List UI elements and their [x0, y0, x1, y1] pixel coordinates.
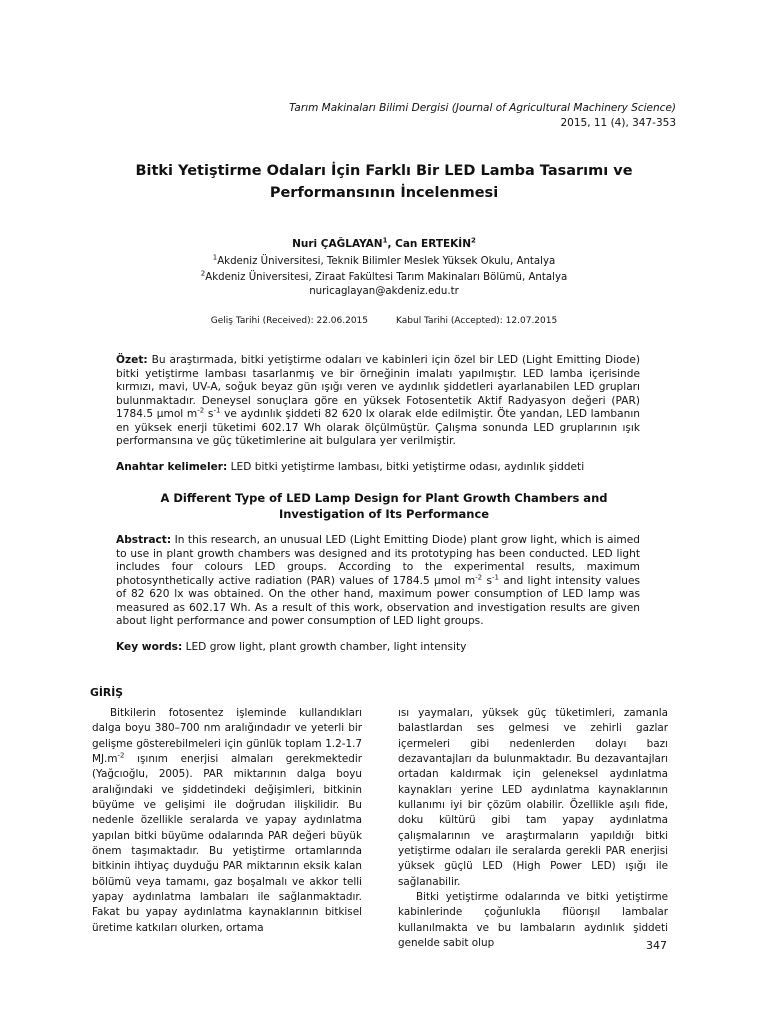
title-english-line1: A Different Type of LED Lamp Design for Plant Growth Chambers and — [160, 491, 608, 505]
ozet-sup-1: -2 — [197, 406, 205, 415]
accepted-date: Kabul Tarihi (Accepted): 12.07.2015 — [396, 316, 558, 326]
title-turkish-line2: Performansının İncelenmesi — [269, 185, 499, 201]
body-column-left — [92, 706, 362, 936]
body-paragraph-2: Bitki yetiştirme odalarında ve bitki yetiştirme kabinlerinde çoğunlukla flüorışıl lambalar kullanılmakta ve bu lambaların aydınlık şiddeti genelde sabit olup — [398, 891, 668, 950]
abstract-text-1: In this research, an unusual LED (Light Emitting Diode) plant grow light, which is aimed to use in plant growth chambers was designed and its prototyping has been conducted. LED light includes four colours LED groups. According to the experimental results, maximum photosynthetically active radiation (PAR) values of 1784.5 µmol m — [116, 534, 640, 587]
body-left-text-1: Bitkilerin fotosentez işleminde kullandıkları dalga boyu 380–700 nm aralığındadır ve yeterli bir gelişme gösterebilmeleri için günlük toplam 1.2-1.7 MJ.m — [92, 707, 362, 766]
body-left-text-2: ışınım enerjisi almaları gerekmektedir (Yağcıoğlu, 2005). PAR miktarının dalga boyu aralığındaki ve şiddetindeki değişimleri, bitkinin büyüme ve gelişimi ile doğrudan ilişkilidir. Bu nedenle özellikle seralarda ve yapay aydınlatma yapılan bitki büyüme odalarında PAR değeri büyük önem taşımaktadır. Bu yetiştirme ortamlarında bitkinin ihtiyaç duyduğu PAR miktarının eksik kalan bölümü veya tamamı, gaz boşalmalı ve akkor telli yapay aydınlatma lambaları ile sağlanmaktadır. Fakat bu yapay aydınlatma kaynaklarının bitkisel üretime katkıları olurken, ortama — [92, 753, 362, 934]
keywords-label: Key words: — [116, 641, 183, 653]
section-heading-giris: GİRİŞ — [90, 686, 123, 699]
anahtar-label: Anahtar kelimeler: — [116, 461, 228, 473]
journal-header — [116, 101, 676, 131]
title-english — [60, 490, 708, 522]
title-english-line2: Investigation of Its Performance — [278, 507, 490, 521]
title-turkish-line1: Bitki Yetiştirme Odaları İçin Farklı Bir LED Lamba Tasarımı ve — [135, 163, 633, 179]
article-dates — [60, 316, 708, 326]
abstract-sup-1: -2 — [475, 572, 483, 581]
key-words — [116, 641, 656, 655]
title-turkish — [60, 160, 708, 204]
author-2-affil: 2 — [471, 236, 476, 245]
author-list — [60, 238, 708, 250]
affiliation-1 — [60, 254, 708, 270]
anahtar-text: LED bitki yetiştirme lambası, bitki yetiştirme odası, aydınlık şiddeti — [227, 461, 585, 473]
abstract-sup-2: -1 — [491, 572, 499, 581]
author-1-affil: 1 — [382, 236, 388, 245]
received-date: Geliş Tarihi (Received): 22.06.2015 — [210, 316, 369, 326]
keywords-text: LED grow light, plant growth chamber, light intensity — [182, 641, 467, 653]
abstract-label: Abstract: — [116, 534, 172, 546]
affiliation-2-mark: 2 — [200, 269, 206, 278]
affiliation-1-mark: 1 — [212, 253, 218, 262]
abstract-text-2: s — [482, 574, 492, 587]
author-separator: , — [387, 238, 396, 250]
abstract-paragraph — [116, 534, 640, 629]
journal-volume: 2015, 11 (4), 347-353 — [560, 117, 676, 129]
author-2: Can ERTEKİN — [395, 238, 471, 250]
body-paragraph-continued: ısı yaymaları, yüksek güç tüketimleri, zamanla balastlardan ses gelmesi ve zehirli gazlar içermeleri gibi nedenlerden dolayı bazı dezavantajları da bulunmaktadır. Bu dezavantajları ortadan kaldırmak için geleneksel aydınlatma kaynakları yerine LED aydınlatma kaynaklarının kullanımı iyi bir çözüm olabilir. Özellikle aşılı fide, doku kültürü gibi tam yapay aydınlatma çalışmalarının ve araştırmaların yapıldığı bitki yetiştirme odaları ile seralarda gerekli PAR enerjisi yüksek güçlü LED (High Power LED) ışığı ile sağlanabilir. — [398, 707, 668, 888]
abstract-text-3: and light intensity values of 82 620 lx was obtained. On the other hand, maximum power consumption of LED lamp was measured as 602.17 Wh. As a result of this work, observation and investigation results are given about light performance and power consumption of LED light groups. — [116, 574, 641, 627]
body-paragraph-1 — [92, 706, 362, 936]
anahtar-kelimeler — [116, 461, 656, 475]
ozet-paragraph — [116, 354, 640, 449]
ozet-text-3: ve aydınlık şiddeti 82 620 lx olarak elde edilmiştir. Öte yandan, LED lambanın en yüksek enerji tüketimi 602.17 Wh olarak ölçülmüştür. Çalışma sonunda LED gruplarının ışık performansına ve güç tüketimlerine ait bulgulara yer verilmiştir. — [116, 408, 641, 447]
body-column-right — [398, 706, 668, 952]
ozet-label: Özet: — [116, 354, 148, 366]
ozet-text-2: s — [204, 408, 214, 420]
affiliation-2-text: Akdeniz Üniversitesi, Ziraat Fakültesi Tarım Makinaları Bölümü, Antalya — [205, 272, 568, 283]
ozet-sup-2: -1 — [213, 406, 221, 415]
page-number: 347 — [646, 939, 667, 952]
affiliation-1-text: Akdeniz Üniversitesi, Teknik Bilimler Meslek Yüksek Okulu, Antalya — [217, 256, 556, 267]
ozet-text-1: Bu araştırmada, bitki yetiştirme odaları ve kabinleri için özel bir LED (Light Emitting Diode) bitki yetiştirme lambası tasarlanmış ve bir örneğinin imalatı yapılmıştır. LED lamba içerisinde kırmızı, mavi, UV-A, soğuk beyaz gün ışığı veren ve aydınlık şiddetleri ayarlanabilen LED grupları bulunmaktadır. Deneysel sonuçlara göre en yüksek Fotosentetik Aktif Radyasyon değeri (PAR) 1784.5 µmol m — [116, 354, 640, 420]
body-left-sup: -2 — [117, 751, 125, 760]
author-email: nuricaglayan@akdeniz.edu.tr — [309, 286, 459, 297]
author-1: Nuri ÇAĞLAYAN — [292, 238, 383, 250]
journal-name: Tarım Makinaları Bilimi Dergisi (Journal of Agricultural Machinery Science) — [289, 102, 676, 114]
